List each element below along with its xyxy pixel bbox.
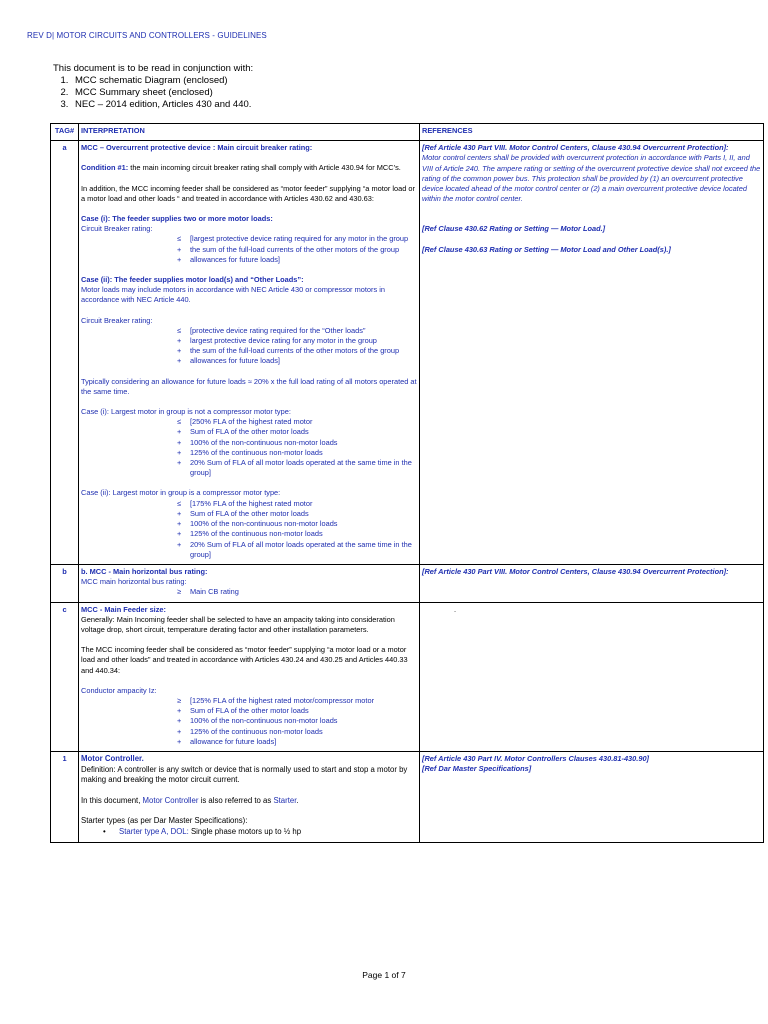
reference-title: [Ref Dar Master Specifications] <box>422 764 532 774</box>
references-cell <box>420 141 764 565</box>
paragraph: Starter types (as per Dar Master Specifications): <box>81 816 248 826</box>
header-references: REFERENCES <box>420 124 764 141</box>
row-tag: 1 <box>51 751 79 842</box>
paragraph: In addition, the MCC incoming feeder shall be considered as “motor feeder” supplying “a motor load or a motor load and other loads “ and treated in accordance with Articles 430.62 and 430.63: <box>81 183 415 203</box>
interpretation-cell <box>79 751 420 842</box>
case-title: Case (i): Largest motor in group is not a compressor motor type: <box>81 407 291 417</box>
formula-item: + 100% of the non-continuous non-motor loads <box>177 437 338 447</box>
case-title: Case (i): The feeder supplies two or more motor loads: <box>81 214 273 224</box>
list-item: • Starter type A, DOL: Single phase motors up to ½ hp <box>103 826 302 836</box>
case-subtitle: Circuit Breaker rating: <box>81 315 153 325</box>
case-subtitle: Circuit Breaker rating: <box>81 224 153 234</box>
references-cell <box>420 751 764 842</box>
intro-list <box>53 75 253 111</box>
paragraph: The MCC incoming feeder shall be considered as “motor feeder” supplying “a motor load or a motor load and other loads” and treated in accordance with Articles 430.24 and 430.25 and Articles 440.33 and 440.34: <box>81 645 408 675</box>
intro-item: 3. NEC – 2014 edition, Articles 430 and 440. <box>71 99 253 111</box>
case-subtitle: MCC main horizontal bus rating: <box>81 577 187 587</box>
paragraph: Motor loads may include motors in accordance with NEC Article 430 or compressor motors in accordance with NEC Article 440. <box>81 285 385 305</box>
formula-item: + 20% Sum of FLA of all motor loads operated at the same time in the group] <box>177 458 412 478</box>
paragraph: In this document, Motor Controller is also referred to as Starter. <box>81 795 299 805</box>
intro <box>53 63 253 111</box>
row-tag: b <box>51 564 79 602</box>
table-row <box>51 751 764 842</box>
reference-text: Motor control centers shall be provided with overcurrent protection in accordance with Parts I, II, and VIII of Article 240. The ampere rating or setting of the overcurrent protective device shall not exceed the rating of the common power bus. This protection shall be provided by (1) an overcurrent protective device located ahead of the motor control center or (2) a main overcurrent protective device located within the motor control center. <box>422 153 761 204</box>
formula-item: ≤ [175% FLA of the highest rated motor <box>177 498 313 508</box>
formula-item: ≥ [125% FLA of the highest rated motor/compressor motor <box>177 695 375 705</box>
formula-item: + 100% of the non-continuous non-motor loads <box>177 519 338 529</box>
formula-item: + 100% of the non-continuous non-motor loads <box>177 716 338 726</box>
formula-item: + allowances for future loads] <box>177 356 280 366</box>
row-title: MCC – Overcurrent protective device : Main circuit breaker rating: <box>81 143 313 153</box>
case-title: Case (ii): Largest motor in group is a compressor motor type: <box>81 488 281 498</box>
intro-item: 2. MCC Summary sheet (enclosed) <box>71 87 253 99</box>
formula-item: + Sum of FLA of the other motor loads <box>177 427 309 437</box>
row-title: b. MCC - Main horizontal bus rating: <box>81 566 208 576</box>
reference-title: [Ref Clause 430.63 Rating or Setting — Motor Load and Other Load(s).] <box>422 244 671 254</box>
reference-title: [Ref Article 430 Part VIII. Motor Control Centers, Clause 430.94 Overcurrent Protection]: <box>422 566 729 576</box>
row-title: Motor Controller. <box>81 753 144 763</box>
formula-item: + 125% of the continuous non-motor loads <box>177 529 323 539</box>
case-title: Case (ii): The feeder supplies motor load(s) and “Other Loads”: <box>81 275 304 285</box>
references-cell <box>420 564 764 602</box>
row-tag: a <box>51 141 79 565</box>
header-interpretation: INTERPRETATION <box>79 124 420 141</box>
interpretation-cell <box>79 602 420 751</box>
interpretation-cell <box>79 564 420 602</box>
formula-item: + 125% of the continuous non-motor loads <box>177 447 323 457</box>
formula-item: + the sum of the full-load currents of the other motors of the group <box>177 346 400 356</box>
formula-item: ≤ [largest protective device rating required for any motor in the group <box>177 234 409 244</box>
intro-item: 1. MCC schematic Diagram (enclosed) <box>71 75 253 87</box>
intro-lead: This document is to be read in conjunction with: <box>53 63 254 74</box>
table-header-row <box>51 124 764 141</box>
page-number: Page 1 of 7 <box>362 970 406 980</box>
formula-item: ≤ [250% FLA of the highest rated motor <box>177 417 313 427</box>
page-header: REV D| MOTOR CIRCUITS AND CONTROLLERS - GUIDELINES <box>27 31 267 40</box>
formula-item: + Sum of FLA of the other motor loads <box>177 508 309 518</box>
formula-item: + 20% Sum of FLA of all motor loads operated at the same time in the group] <box>177 539 412 559</box>
paragraph: Typically considering an allowance for future loads ≈ 20% x the full load rating of all motors operated at the same time. <box>81 376 417 396</box>
formula-item: + the sum of the full-load currents of the other motors of the group <box>177 244 400 254</box>
table-row <box>51 564 764 602</box>
guidelines-table <box>50 123 764 843</box>
paragraph: Definition: A controller is any switch or device that is normally used to start and stop a motor by making and breaking the motor circuit current. <box>81 764 408 785</box>
formula-item: + allowance for future loads] <box>177 736 277 746</box>
interpretation-cell <box>79 141 420 565</box>
condition-text: Condition #1: the main incoming circuit breaker rating shall comply with Article 430.94 for MCC’s. <box>81 163 401 173</box>
formula-item: + allowances for future loads] <box>177 254 280 264</box>
formula-item: + 125% of the continuous non-motor loads <box>177 726 323 736</box>
row-tag: c <box>51 602 79 751</box>
reference-title: [Ref Article 430 Part VIII. Motor Control Centers, Clause 430.94 Overcurrent Protection]: <box>422 143 729 153</box>
reference-title: [Ref Clause 430.62 Rating or Setting — Motor Load.] <box>422 224 606 234</box>
formula-item: + Sum of FLA of the other motor loads <box>177 706 309 716</box>
case-subtitle: Conductor ampacity Iz: <box>81 685 157 695</box>
formula-item: + largest protective device rating for any motor in the group <box>177 336 377 346</box>
references-cell <box>420 602 764 751</box>
table-row <box>51 602 764 751</box>
formula-item: ≤ [protective device rating required for the “Other loads” <box>177 325 366 335</box>
paragraph: Generally: Main Incoming feeder shall be selected to have an ampacity taking into consideration voltage drop, short circuit, temperature derating factor and other installation parameters. <box>81 614 395 634</box>
reference-text: . <box>454 604 457 614</box>
row-title: MCC - Main Feeder size: <box>81 604 167 614</box>
formula-item: ≥ Main CB rating <box>177 587 239 597</box>
table-row <box>51 141 764 565</box>
reference-title: [Ref Article 430 Part IV. Motor Controllers Clauses 430.81-430.90] <box>422 753 650 763</box>
header-tag: TAG# <box>51 124 79 141</box>
